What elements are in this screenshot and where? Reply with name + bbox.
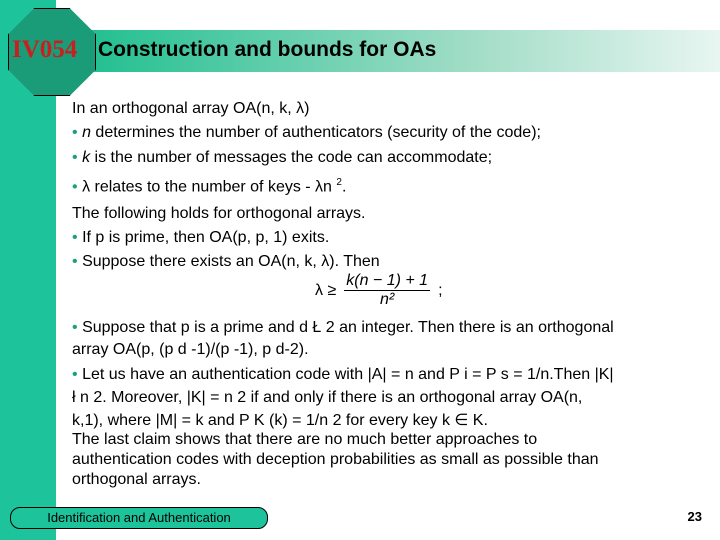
page-number: 23 xyxy=(687,509,702,524)
course-code: IV054 xyxy=(12,36,78,63)
bullet-prime: • If p is prime, then OA(p, p, 1) exits. xyxy=(72,229,330,246)
conclusion-3: orthogonal arrays. xyxy=(72,471,201,488)
bullet-auth-code: • Let us have an authentication code with |A| = n and P i = P s = 1/n.Then |K| xyxy=(72,366,614,383)
bullet-suppose: • Suppose there exists an OA(n, k, λ). Then xyxy=(72,253,380,270)
slide-title: Construction and bounds for OAs xyxy=(98,38,437,61)
bullet-k: • k is the number of messages the code can accommodate; xyxy=(72,149,493,166)
bullet-n: • n determines the number of authenticators (security of the code); xyxy=(72,124,541,141)
footer-label: Identification and Authentication xyxy=(10,507,268,529)
prime-power-cont: array OA(p, (p d -1)/(p -1), p d-2). xyxy=(72,341,309,358)
conclusion-1: The last claim shows that there are no much better approaches to xyxy=(72,431,538,448)
bullet-lambda: • λ relates to the number of keys - λn $^2$. xyxy=(72,177,347,196)
bound-formula: λ ≥ $\frac{k(n - 1) + 1}{\text{n²}}$ ; xyxy=(315,272,443,308)
conclusion-2: authentication codes with deception probabilities as small as possible than xyxy=(72,451,599,468)
auth-code-cont-2: k,1), where |M| = k and P K (k) = 1/n 2 for every key k ∈ K. xyxy=(72,412,488,429)
bullet-prime-power: • Suppose that p is a prime and d Ł 2 an integer. Then there is an orthogonal xyxy=(72,319,614,336)
auth-code-cont: ł n 2. Moreover, |K| = n 2 if and only if there is an orthogonal array OA(n, xyxy=(72,389,583,406)
intro-line: In an orthogonal array OA(n, k, λ) xyxy=(72,100,310,117)
holds-line: The following holds for orthogonal arrays. xyxy=(72,205,366,222)
